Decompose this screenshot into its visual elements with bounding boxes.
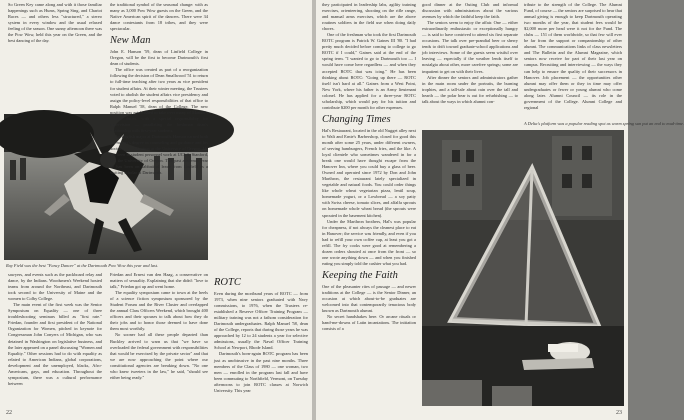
article-paragraph: The equality symposium came to town at the heels of a science fiction symposium sponsored by the Student Forum and the River Cluster and overlapped the annual Class Officers Weekend, which brought 400 officers and their spouses to talk about how they do their jobs and to honor those deemed to have done them most worthily. — [110, 290, 208, 332]
delta-photo-caption: A Delta's platform was a popular reading spot as warm spring sun put an end to mud-time. — [524, 121, 684, 126]
left-col2-text — [110, 2, 208, 176]
right-col2-text — [422, 2, 518, 118]
article-paragraph: The main event of the first week was the Senior Symposium on Equality — one of three troubleshooting seminars billed as "first rate." Friedan, founder and first president of the National Organization for Women, pitched in keynote for Congressman John Conyers of Michigan, who was detained in Washington on legislative business, and the later appeared on a panel discussing "Women and Equality." Other sessions had to do with equality as related to American Indians, global corporations, development and the unemployed, blacks, Afro-Americans, gays, and education. Throughout the symposium, there was a cultural performance between — [8, 302, 102, 386]
article-paragraph: Even during the moribund years of ROTC — from 1973, when nine seniors graduated with Navy commissions, to 1976, when the Trustees re-established a Reserve Officer Training Program — military training was not a fathom consideration for Dartmouth undergraduates. Ralph Manuel '58, dean of the College, reports that during those years he was approached by 12 to 24 students a year for selective admissions, usually the Naval Officer Training School at Newport, Rhode Island. — [214, 291, 308, 351]
article-paragraph: they participated in leadership labs, agility training exercises, orienteering, shooting on the rifle range, and manual arms exercises, which are the above routines soldiers in the field use when doing daily chores. — [322, 2, 416, 32]
delta-platform-photo — [422, 130, 624, 406]
left-col1-top-text — [8, 2, 102, 44]
article-paragraph: One of the pleasanter rites of passage — and newer traditions at the College — is the Senior Dinner, an occasion at which about-to-be graduates are welcomed into that contemporarily tenacious body known as Dartmouth alumni. — [322, 283, 416, 314]
changing-times-heading: Changing Times — [322, 113, 391, 125]
article-paragraph: Under the Marthron brothers, Hal's was popular for cheapness, if not always the cleanest place to eat in Hanover; the service was friendly, and even if you had to refill your own coffee cup, at least you got a refill. The fry cooks were good at remembering a dozen orders shouted at once from the front — so one wrote anything down — and when you finished eating you simply told the cashier what you had. — [322, 218, 416, 266]
left-page-number: 22 — [6, 410, 12, 416]
article-paragraph: So Green Key came along and with it those familiar happenings such as Hums, Spring Sing, and Chariot Races — and others less "structured," a stereo system in every window and the usual relaxed feeling of the season. One sunny afternoon there was the Pow Wow, held this year on the Green, and the best dancing of the day. — [8, 2, 102, 44]
new-man-heading: New Man — [110, 35, 151, 47]
article-paragraph: tribute to the strength of the College. The Alumni Fund, of course — the seniors are surprised to hear that annual giving is enough to keep Dartmouth operating two months of the year, that student fees would be $2,000 more per head were it not for the Fund. The clubs — 151 of them worldwide, so that few will ever be far from the support or companionship of other alumni. The communications links of class newsletters and The Bulletin and the Alumni Magazine, which seniors now receive for part of their last year on campus. Recruiting and interviewing — the ways they can help to ensure the quality of their successors in Hanover. Job placement — the opportunities other alumni may offer them or they in time may offer undergraduates or fewer or young alumni who come along later. Alumni Council — its role in the government of the College. Alumni College and regional — [524, 2, 622, 110]
article-paragraph: Friedan and Ernest van den Haag, a conservative on matters of sexuality. Explaining that she didn't "love to talk," Friedan got up and went home. — [110, 272, 208, 290]
article-paragraph: No sooner had all these people departed than Buckley arrived to warn us that "we have so overloaded the federal government with responsibilities that would be exercised by the private sector" and that we are now approaching the point where our constitutional agencies are breaking down. "No one who knew tweeters in the law," he said, "should see either being ready." — [110, 332, 208, 380]
right-col3-text — [524, 2, 622, 118]
article-paragraph: Hal's Restaurant, located in the old Nugget alley next to Walt and Ernie's Barbershop, closed for good this month after some 25 years, under different owners, of serving hamburgers, French fries, and the like. A loyal clientele who sometimes wandered in for a break one would have thought escape from the Hanover Inn, where you could buy a glass of beer. Owned and operated since 1972 by Don and John Marthron, the restaurant lately specialized in vegetable and natural foods. You could order things like whole wheat vegetarian pizza, lentil soup, homemade yogurt, or a Lowbread — a soy patty with Swiss cheese, tomato slices, and alfalfa sprouts on homemade whole wheat bread (the sprouts were sprouted in the basement kitchen). — [322, 127, 416, 218]
dancer-photo-caption: Ray Field was the best "Fancy Dancer" at the Dartmouth Pow Wow this year and last. — [6, 263, 159, 268]
right-page — [316, 0, 684, 420]
article-paragraph: The seniors seem to enjoy the affair. One — either extraordinarily enthusiastic or exceptionally hungry — is said to have contrived to attend six first separate occasions. The talk over pre-prandial beer or sherry tends to drift toward graduate-school applications and job interviews. Some of the guests seem wistful over leaving — especially if the weather lends itself to nostalgia about other, more carefree springs; some are impatient to get on with their lives. — [422, 20, 518, 74]
delta-platform-image — [422, 130, 624, 406]
article-paragraph: Dartmouth's born-again ROTC program has been just as unobtrusive in the past nine months. Three members of the Class of 1980 — one woman, two men — enrolled in the program last fall and have been commuting to Northfield, Vermont, on Tuesday afternoons to join ROTC classes at Norwich University. This year — [214, 351, 308, 393]
right-page-number: 23 — [616, 410, 622, 416]
article-paragraph: John E. Hanson '59, dean of Linfield College in Oregon, will be the first to become Dartmouth's first dean of students. — [110, 49, 208, 67]
article-paragraph: good dinner at the Outing Club and informal discussion with administrators about the various avenues by which the faithful keep the faith. — [422, 2, 518, 20]
article-paragraph: After dinner the seniors and administrators gather in the main room under the portraits, the burning trophies, and a tall-tale about rain over the tall and hearth — the polar bear is out for refurbishing — to talk about the ways in which alumni con- — [422, 74, 518, 104]
article-paragraph: the traditional symbol of the seasonal change: with as many as 3,000 Pow Wow guests on the Green, and the Native American spirit of the dancers. There were 34 dance contestants from 18 tribes, and they were spectacular. — [110, 2, 208, 32]
keeping-faith-heading: Keeping the Faith — [322, 269, 398, 281]
article-paragraph: sawyers, and events such as the packboard relay and dance, by the Indians. Woodsmen's Weekend hosted teams from around the Northeast, and Dartmouth took second to the University of Maine and the women to Colby College. — [8, 272, 102, 302]
left-col2-bottom-text — [110, 272, 208, 381]
article-paragraph: An English major at Dartmouth, Hanson earned both his master's degree in counseling and guidance and his doctorate in education at the University of Oregon. He has been in student personnel work at UCLA, Stanford, and the University of Oregon. This past academic year he has been on sabbatical leave from Linfield as a visiting scholar at Dartmouth. — [110, 133, 208, 176]
right-col1-text — [322, 2, 416, 332]
left-col1-bottom-text — [8, 272, 102, 387]
left-page — [0, 0, 312, 420]
rotc-heading: ROTC — [214, 277, 241, 288]
article-paragraph: The office was created as part of a reorganization following the decision of Dean Smallwood '51 to return to full-time teaching after two years as vice president for student affairs. At their winter meeting, the Trustees voted to abolish the student affairs vice presidency and assign the policy-level responsibilities of that office to Ralph Manuel '58, dean of the College. The new position was established to take over many of Manuel's former duties, with a special responsibility for supervision — paralleling the freshman dean's relationship with first-year students. — [110, 67, 208, 133]
article-paragraph: One of the freshman who took the first Dartmouth ROTC program is Patrick W. Gaines III '80. "I had pretty much decided before coming to college to go ROTC if I could," Gaines said at the end of the spring term. "I wanted to go to Dartmouth too — I would have come here regardless — and when they accepted ROTC that was icing." He has been thinking about ROTC: "Going up there — ROTC itself isn't hard at all." Gaines from a West Point, New York, where his father is an Army lieutenant colonel. He has applied for a three-year ROTC scholarship, which would pay for his tuition and contribute $200 per month for other expenses. — [322, 32, 416, 110]
left-col3-text — [214, 2, 308, 407]
article-paragraph: No secret handshakes here. Or arcane rituals or hand-me-downs of Latin incantations. The initiation consists of a — [322, 314, 416, 332]
